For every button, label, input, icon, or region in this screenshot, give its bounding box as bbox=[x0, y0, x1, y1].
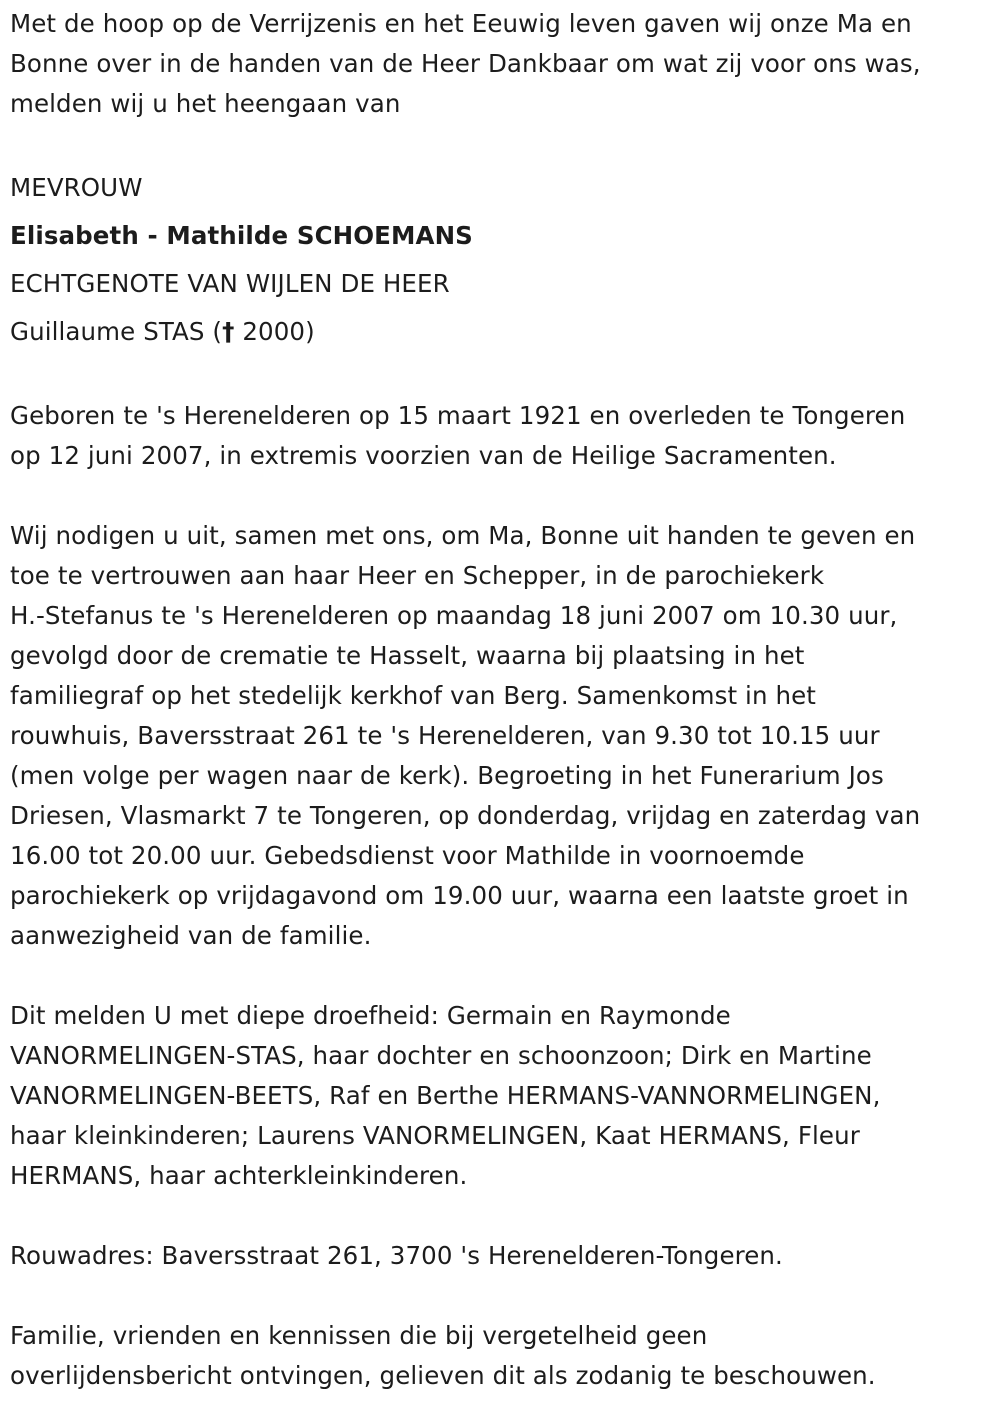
spacer bbox=[10, 476, 990, 516]
obituary-document bbox=[10, 0, 990, 1396]
invitation-line: gevolgd door de crematie te Hasselt, waarna bij plaatsing in het bbox=[10, 641, 805, 670]
spouse-line bbox=[10, 308, 990, 356]
invitation-line: 16.00 tot 20.00 uur. Gebedsdienst voor Mathilde in voornoemde bbox=[10, 841, 805, 870]
intro-line: Bonne over in de handen van de Heer Dankbaar om wat zij voor ons was, bbox=[10, 49, 921, 78]
address-line: Rouwadres: Baversstraat 261, 3700 's Herenelderen-Tongeren. bbox=[10, 1241, 783, 1270]
birth-death-paragraph bbox=[10, 396, 990, 476]
family-paragraph bbox=[10, 996, 990, 1196]
deceased-relation: ECHTGENOTE VAN WIJLEN DE HEER bbox=[10, 269, 450, 298]
invitation-line: toe te vertrouwen aan haar Heer en Schepper, in de parochiekerk bbox=[10, 561, 825, 590]
spacer bbox=[10, 356, 990, 396]
deceased-block bbox=[10, 164, 990, 356]
intro-line: Met de hoop op de Verrijzenis en het Eeuwig leven gaven wij onze Ma en bbox=[10, 9, 912, 38]
family-line: Dit melden U met diepe droefheid: Germain en Raymonde bbox=[10, 1001, 731, 1030]
closing-paragraph bbox=[10, 1316, 990, 1396]
intro-line: melden wij u het heengaan van bbox=[10, 89, 401, 118]
invitation-paragraph bbox=[10, 516, 990, 956]
intro-paragraph bbox=[10, 4, 990, 124]
invitation-line: Driesen, Vlasmarkt 7 te Tongeren, op donderdag, vrijdag en zaterdag van bbox=[10, 801, 921, 830]
deceased-title: MEVROUW bbox=[10, 173, 143, 202]
cross-icon: † bbox=[222, 317, 235, 346]
invitation-line: parochiekerk op vrijdagavond om 19.00 uur, waarna een laatste groet in bbox=[10, 881, 909, 910]
family-line: VANORMELINGEN-STAS, haar dochter en schoonzoon; Dirk en Martine bbox=[10, 1041, 872, 1070]
spacer bbox=[10, 124, 990, 164]
closing-line: overlijdensbericht ontvingen, gelieven dit als zodanig te beschouwen. bbox=[10, 1361, 876, 1390]
spacer bbox=[10, 1276, 990, 1316]
spouse-name: Guillaume STAS ( bbox=[10, 317, 223, 346]
spacer bbox=[10, 1196, 990, 1236]
birth-death-line: op 12 juni 2007, in extremis voorzien van de Heilige Sacramenten. bbox=[10, 441, 837, 470]
birth-death-line: Geboren te 's Herenelderen op 15 maart 1921 en overleden te Tongeren bbox=[10, 401, 906, 430]
invitation-line: aanwezigheid van de familie. bbox=[10, 921, 372, 950]
family-line: HERMANS, haar achterkleinkinderen. bbox=[10, 1161, 468, 1190]
closing-line: Familie, vrienden en kennissen die bij vergetelheid geen bbox=[10, 1321, 708, 1350]
invitation-line: Wij nodigen u uit, samen met ons, om Ma, Bonne uit handen te geven en bbox=[10, 521, 916, 550]
spouse-death-year: 2000) bbox=[234, 317, 315, 346]
family-line: VANORMELINGEN-BEETS, Raf en Berthe HERMANS-VANNORMELINGEN, bbox=[10, 1081, 881, 1110]
invitation-line: familiegraf op het stedelijk kerkhof van Berg. Samenkomst in het bbox=[10, 681, 816, 710]
address-paragraph bbox=[10, 1236, 990, 1276]
spacer bbox=[10, 956, 990, 996]
family-line: haar kleinkinderen; Laurens VANORMELINGEN, Kaat HERMANS, Fleur bbox=[10, 1121, 860, 1150]
invitation-line: (men volge per wagen naar de kerk). Begroeting in het Funerarium Jos bbox=[10, 761, 884, 790]
invitation-line: rouwhuis, Baversstraat 261 te 's Herenelderen, van 9.30 tot 10.15 uur bbox=[10, 721, 880, 750]
deceased-name: Elisabeth - Mathilde SCHOEMANS bbox=[10, 221, 473, 250]
invitation-line: H.-Stefanus te 's Herenelderen op maandag 18 juni 2007 om 10.30 uur, bbox=[10, 601, 898, 630]
